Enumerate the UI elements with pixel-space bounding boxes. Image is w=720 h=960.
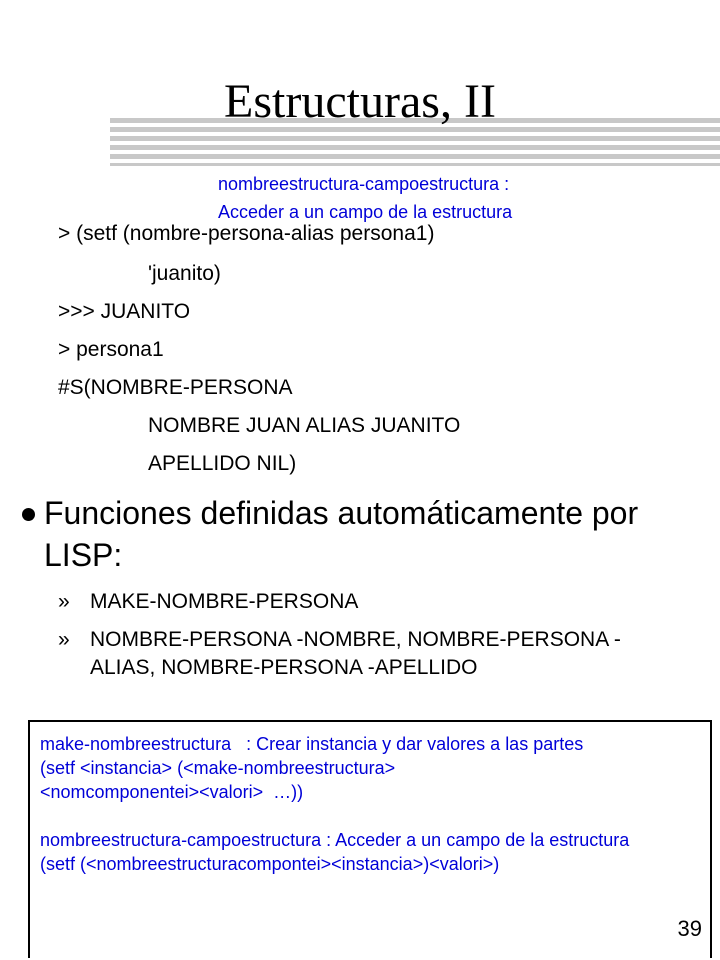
sub-item-text: NOMBRE-PERSONA -NOMBRE, NOMBRE-PERSONA -ALIAS, NOMBRE-PERSONA -APELLIDO [90, 628, 621, 679]
note-box-line: (setf (<nombreestructuracompontei><instancia>)<valori>) [40, 854, 500, 874]
top-note-line-2: Acceder a un campo de la estructura [218, 202, 513, 222]
code-line: NOMBRE JUAN ALIAS JUANITO [148, 414, 461, 437]
code-line: 'juanito) [148, 262, 221, 285]
note-box-line: <nomcomponentei><valori> …)) [40, 782, 304, 802]
bullet-dot-icon [22, 508, 35, 521]
bullet-text: Funciones definidas automáticamente por LISP: [44, 495, 639, 573]
note-box-line: (setf <instancia> (<make-nombreestructura> [40, 758, 396, 778]
code-line: >>> JUANITO [58, 300, 191, 323]
page-title: Estructuras, II [224, 75, 496, 128]
top-note-line-1: nombreestructura-campoestructura : [218, 174, 510, 194]
note-box-line [40, 804, 698, 828]
sub-item-text: MAKE-NOMBRE-PERSONA [90, 590, 359, 613]
code-line: > (setf (nombre-persona-alias persona1) [58, 222, 435, 245]
page-number: 39 [677, 916, 702, 941]
code-line: APELLIDO NIL) [148, 452, 297, 475]
code-line: > persona1 [58, 338, 164, 361]
note-box [28, 720, 712, 958]
sub-item-marker: » [58, 628, 70, 651]
note-box-line: nombreestructura-campoestructura : Acceder a un campo de la estructura [40, 830, 630, 850]
top-note [218, 170, 512, 226]
note-box-line: make-nombreestructura : Crear instancia y dar valores a las partes [40, 734, 584, 754]
code-line: #S(NOMBRE-PERSONA [58, 376, 293, 399]
sub-item-marker: » [58, 590, 70, 613]
